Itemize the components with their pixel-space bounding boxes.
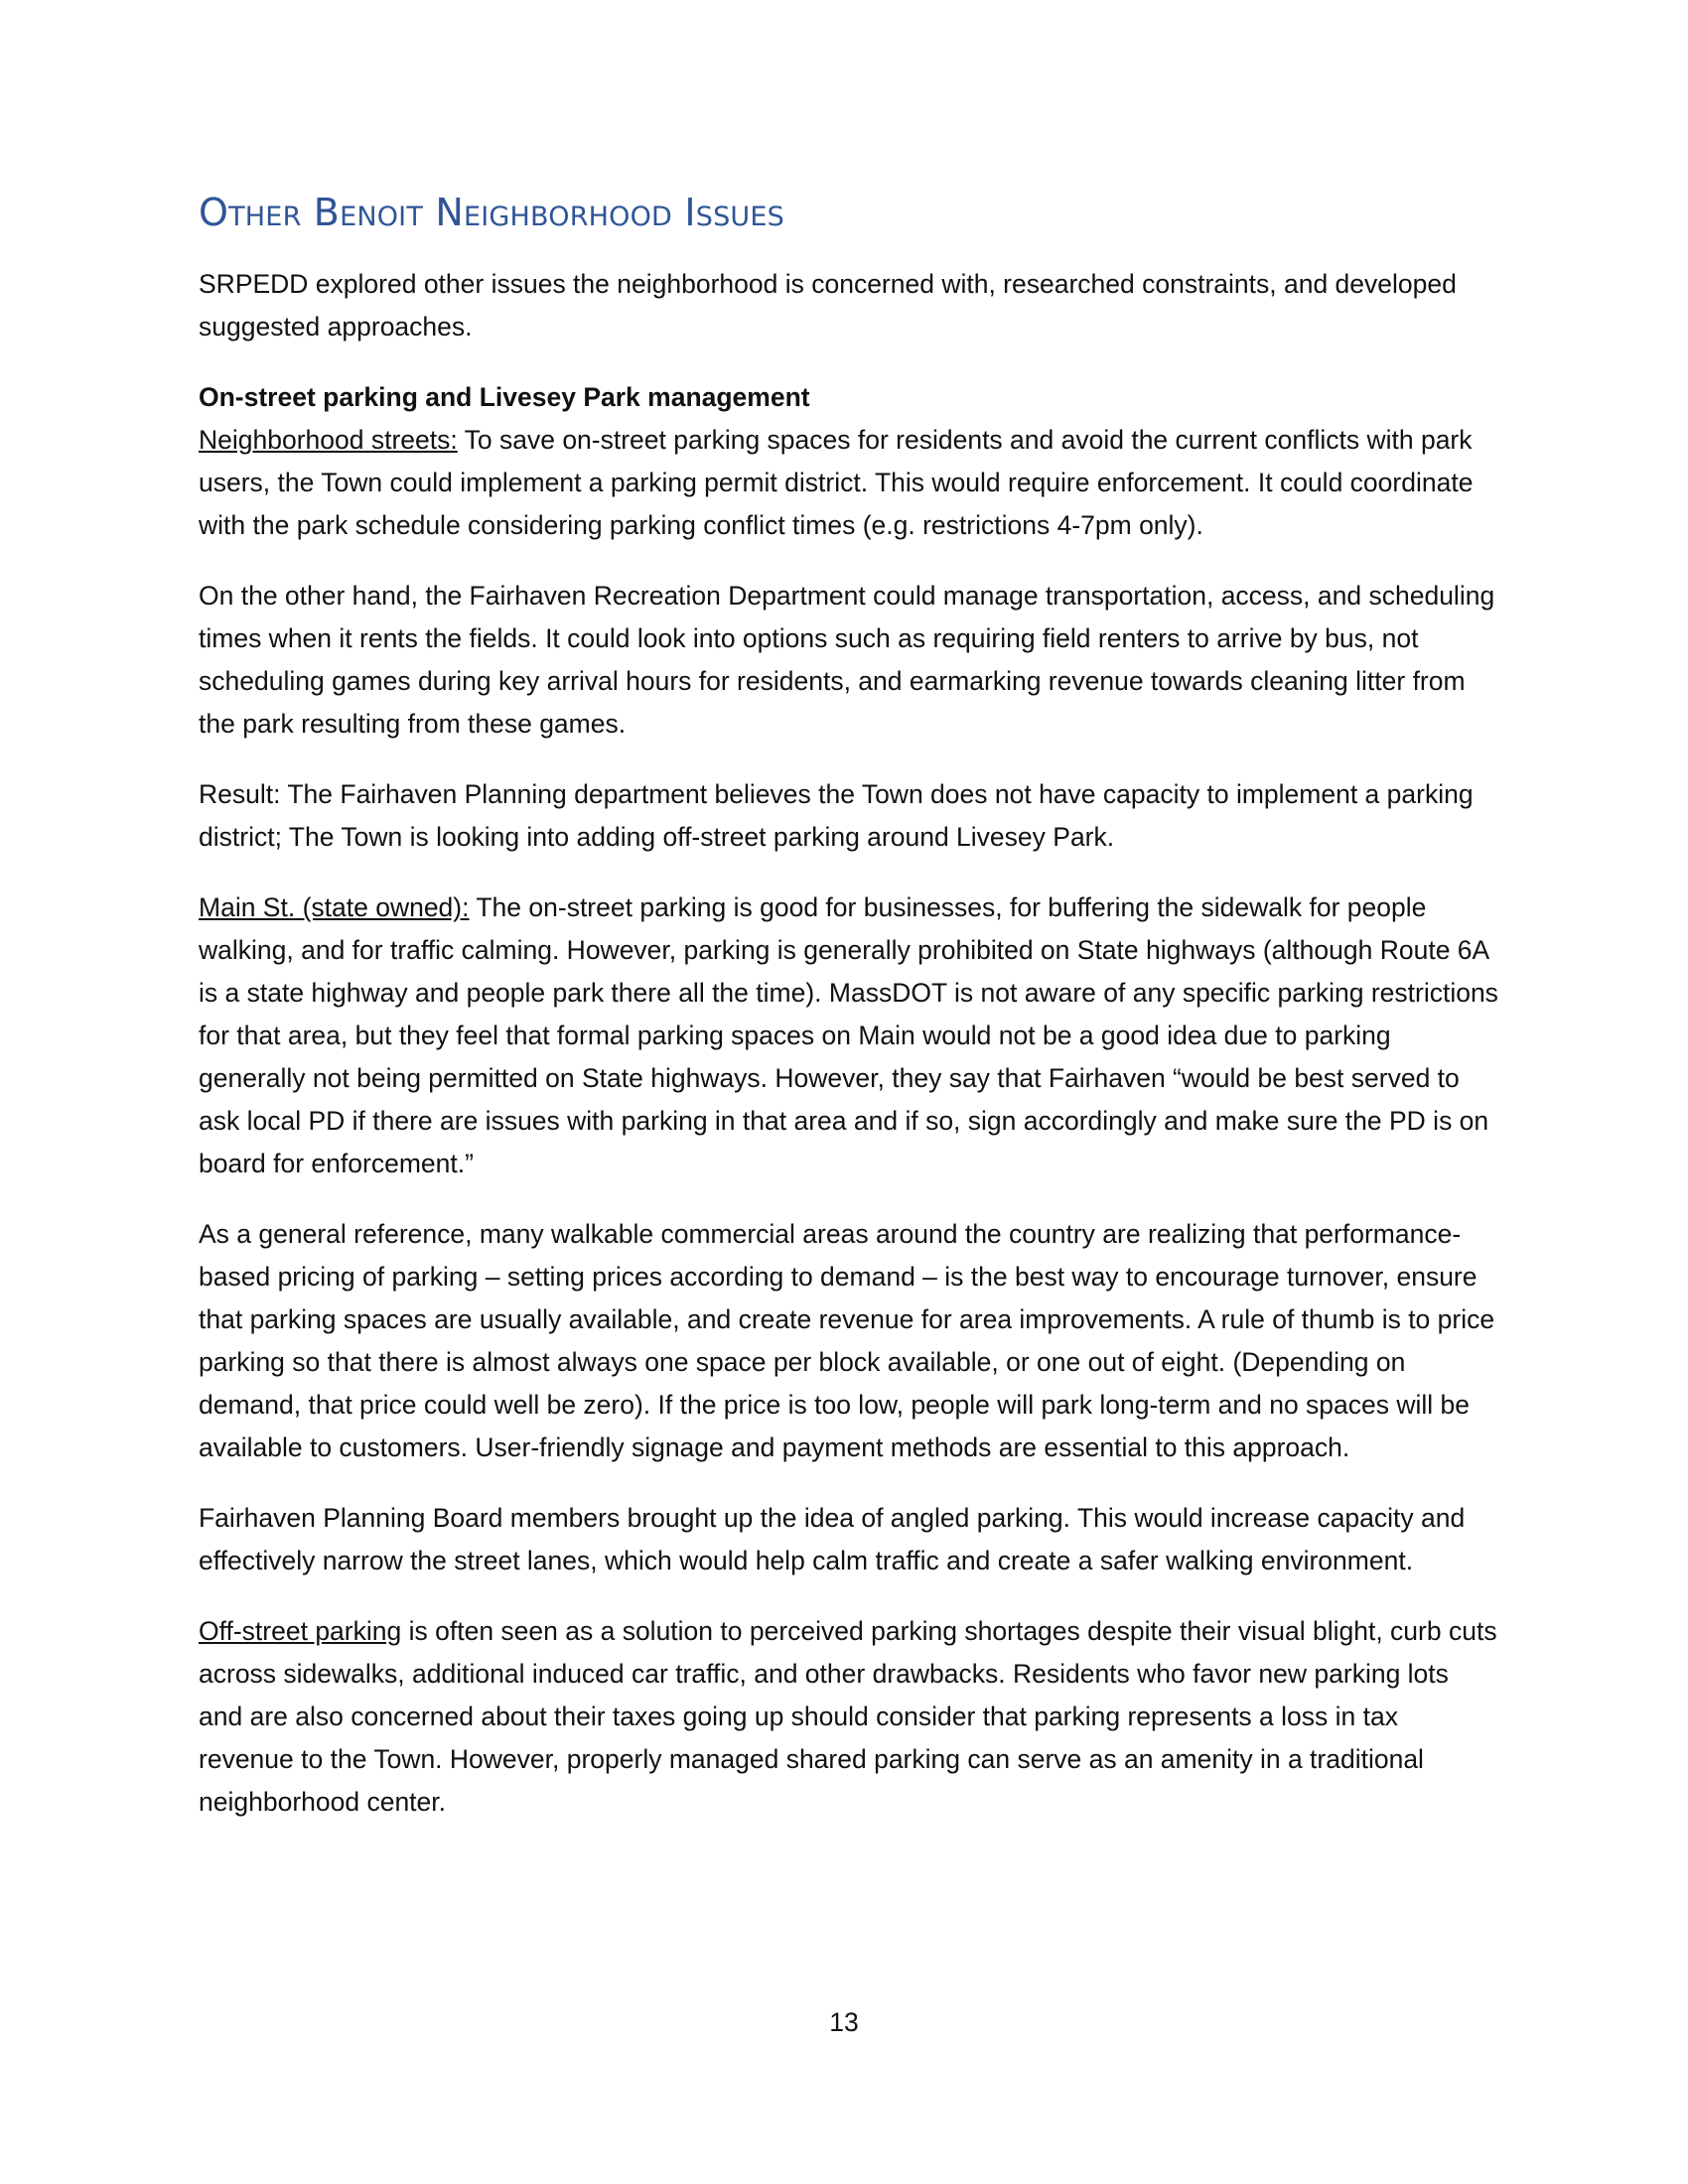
neighborhood-streets-paragraph <box>199 376 1499 547</box>
main-street-label: Main St. (state owned): <box>199 892 470 923</box>
main-street-text: The on-street parking is good for businesses, for buffering the sidewalk for people walking, and for traffic calming. However, parking is generally prohibited on State highways (although Route 6A is a state highway and people park there all the time). MassDOT is not aware of any specific parking restrictions for that area, but they feel that formal parking spaces on Main would not be a good idea due to parking generally not being permitted on State highways. However, they say that Fairhaven “would be best served to ask local PD if there are issues with parking in that area and if so, sign accordingly and make sure the PD is on board for enforcement.” <box>199 892 1498 1179</box>
document-page <box>199 189 1499 1851</box>
planning-board-paragraph: Fairhaven Planning Board members brought up the idea of angled parking. This would increase capacity and effectively narrow the street lanes, which would help calm traffic and create a safer walking environment. <box>199 1503 1466 1576</box>
page-number: 13 <box>829 2007 859 2037</box>
section-heading: On-street parking and Livesey Park management <box>199 382 810 413</box>
main-street-paragraph <box>199 887 1499 1185</box>
neighborhood-streets-text: To save on-street parking spaces for residents and avoid the current conflicts with park users, the Town could implement a parking permit district. This would require enforcement. It could coordinate with the park schedule considering parking conflict times (e.g. restrictions 4-7pm only). <box>199 425 1474 541</box>
off-street-parking-paragraph <box>199 1610 1499 1824</box>
off-street-parking-label: Off-street parking <box>199 1616 402 1647</box>
general-reference-paragraph: As a general reference, many walkable commercial areas around the country are realizing that performance-based pricing of parking – setting prices according to demand – is the best way to encourage turnover, ensure that parking spaces are usually available, and create revenue for area improvements. A rule of thumb is to price parking so that there is almost always one space per block available, or one out of eight. (Depending on demand, that price could well be zero). If the price is too low, people will park long-term and no spaces will be available to customers. User-friendly signage and payment methods are essential to this approach. <box>199 1219 1495 1463</box>
neighborhood-streets-label: Neighborhood streets: <box>199 425 458 456</box>
result-paragraph: Result: The Fairhaven Planning department believes the Town does not have capacity to implement a parking district; The Town is looking into adding off-street parking around Livesey Park. <box>199 779 1474 853</box>
intro-paragraph: SRPEDD explored other issues the neighborhood is concerned with, researched constraints, and developed suggested approaches. <box>199 269 1457 342</box>
recreation-department-paragraph: On the other hand, the Fairhaven Recreation Department could manage transportation, access, and scheduling times when it rents the fields. It could look into options such as requiring field renters to arrive by bus, not scheduling games during key arrival hours for residents, and earmarking revenue towards cleaning litter from the park resulting from these games. <box>199 581 1495 740</box>
off-street-parking-text: is often seen as a solution to perceived parking shortages despite their visual blight, curb cuts across sidewalks, additional induced car traffic, and other drawbacks. Residents who favor new parking lots and are also concerned about their taxes going up should consider that parking represents a loss in tax revenue to the Town. However, properly managed shared parking can serve as an amenity in a traditional neighborhood center. <box>199 1616 1497 1818</box>
page-title: Other Benoit Neighborhood Issues <box>199 191 784 234</box>
